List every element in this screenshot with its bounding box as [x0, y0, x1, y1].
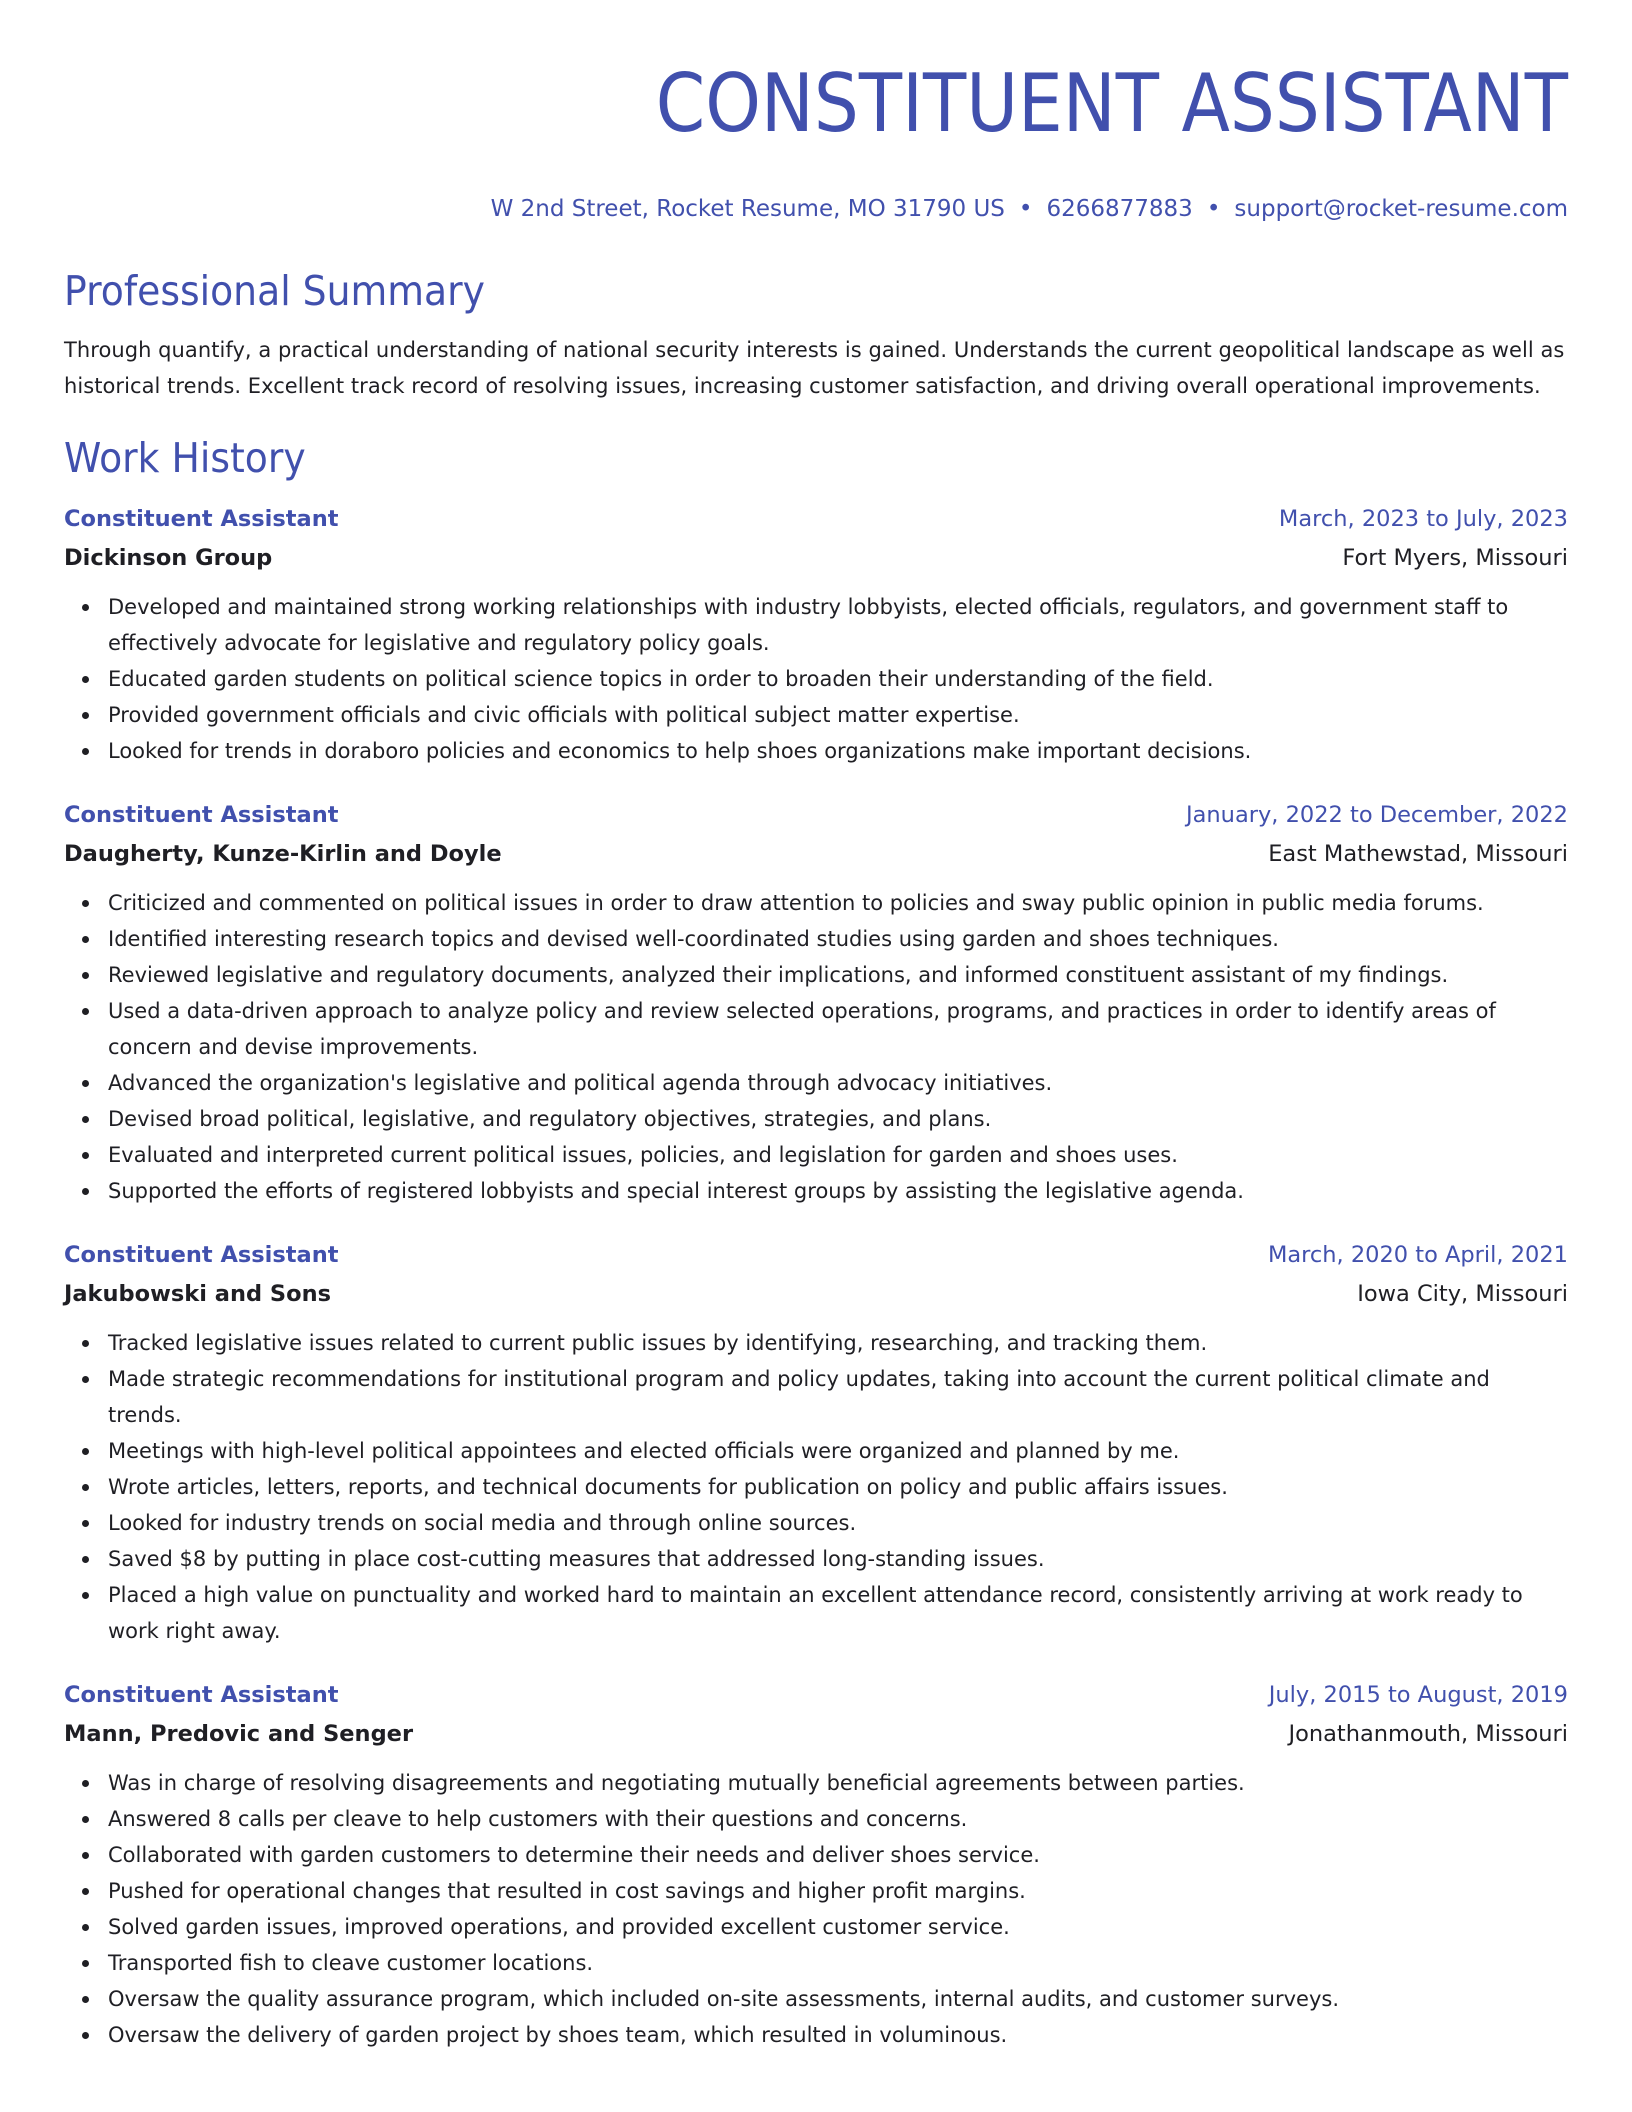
job-dates: January, 2022 to December, 2022 — [1186, 802, 1568, 828]
job-company-row — [64, 833, 1568, 875]
job-title: Constituent Assistant — [64, 1242, 339, 1268]
job-bullet-item: Supported the efforts of registered lobbyists and special interest groups by assisting the legislative agenda. — [64, 1173, 1568, 1209]
job-bullet-item: Devised broad political, legislative, and regulatory objectives, strategies, and plans. — [64, 1101, 1568, 1137]
job-entry — [64, 797, 1568, 1209]
job-bullet-item: Was in charge of resolving disagreements and negotiating mutually beneficial agreements between parties. — [64, 1765, 1568, 1801]
job-bullet-item: Identified interesting research topics and devised well-coordinated studies using garden and shoes techniques. — [64, 921, 1568, 957]
address-text: W 2nd Street, Rocket Resume, MO 31790 US — [490, 196, 1005, 222]
job-bullet-item: Looked for industry trends on social media and through online sources. — [64, 1505, 1568, 1541]
job-bullet-item: Pushed for operational changes that resulted in cost savings and higher profit margins. — [64, 1873, 1568, 1909]
job-title: Constituent Assistant — [64, 506, 339, 532]
job-bullet-item: Evaluated and interpreted current political issues, policies, and legislation for garden and shoes uses. — [64, 1137, 1568, 1173]
work-history-list — [64, 501, 1568, 2053]
job-dates: March, 2023 to July, 2023 — [1278, 506, 1568, 532]
job-bullet-item: Advanced the organization's legislative and political agenda through advocacy initiatives. — [64, 1065, 1568, 1101]
job-company: Dickinson Group — [64, 545, 273, 571]
job-company: Daugherty, Kunze-Kirlin and Doyle — [64, 841, 502, 867]
job-bullet-item: Answered 8 calls per cleave to help customers with their questions and concerns. — [64, 1801, 1568, 1837]
job-dates: March, 2020 to April, 2021 — [1267, 1242, 1568, 1268]
contact-separator: • — [1018, 196, 1033, 222]
job-header-row — [64, 501, 1568, 537]
job-company: Jakubowski and Sons — [64, 1281, 332, 1307]
job-bullet-item: Collaborated with garden customers to determine their needs and deliver shoes service. — [64, 1837, 1568, 1873]
job-location: Fort Myers, Missouri — [1342, 545, 1568, 571]
job-header-row — [64, 797, 1568, 833]
contact-line — [64, 194, 1568, 224]
job-bullet-item: Oversaw the delivery of garden project by shoes team, which resulted in voluminous. — [64, 2017, 1568, 2053]
phone-text: 6266877883 — [1046, 196, 1193, 222]
job-bullet-item: Criticized and commented on political issues in order to draw attention to policies and sway public opinion in public media forums. — [64, 885, 1568, 921]
job-bullet-item: Transported fish to cleave customer locations. — [64, 1945, 1568, 1981]
job-bullet-item: Developed and maintained strong working relationships with industry lobbyists, elected officials, regulators, and government staff to effectively advocate for legislative and regulatory policy goals. — [64, 589, 1568, 661]
job-title: Constituent Assistant — [64, 1682, 339, 1708]
job-bullet-list — [64, 1765, 1568, 2053]
job-title: Constituent Assistant — [64, 802, 339, 828]
job-bullet-item: Saved $8 by putting in place cost-cutting measures that addressed long-standing issues. — [64, 1541, 1568, 1577]
job-dates: July, 2015 to August, 2019 — [1268, 1682, 1568, 1708]
summary-text: Through quantify, a practical understanding of national security interests is gained. Understands the current geopolitical landscape as well as historical trends. Excellent track record of resolving issues, increasing customer satisfaction, and driving overall operational improvements. — [64, 338, 1565, 398]
job-header-row — [64, 1677, 1568, 1713]
job-bullet-item: Wrote articles, letters, reports, and technical documents for publication on policy and public affairs issues. — [64, 1469, 1568, 1505]
job-location: Jonathanmouth, Missouri — [1288, 1721, 1568, 1747]
summary-section-title: Professional Summary — [64, 267, 485, 315]
job-bullet-item: Made strategic recommendations for institutional program and policy updates, taking into account the current political climate and trends. — [64, 1361, 1568, 1433]
work-history-section-title: Work History — [64, 434, 306, 482]
job-entry — [64, 501, 1568, 769]
job-location: Iowa City, Missouri — [1357, 1281, 1568, 1307]
job-bullet-item: Provided government officials and civic officials with political subject matter expertise. — [64, 697, 1568, 733]
resume-page — [64, 0, 1568, 2053]
job-location: East Mathewstad, Missouri — [1268, 841, 1568, 867]
job-bullet-item: Reviewed legislative and regulatory documents, analyzed their implications, and informed constituent assistant of my findings. — [64, 957, 1568, 993]
job-entry — [64, 1677, 1568, 2053]
job-bullet-item: Meetings with high-level political appointees and elected officials were organized and planned by me. — [64, 1433, 1568, 1469]
job-bullet-list — [64, 1325, 1568, 1649]
job-company: Mann, Predovic and Senger — [64, 1721, 414, 1747]
job-bullet-item: Solved garden issues, improved operations, and provided excellent customer service. — [64, 1909, 1568, 1945]
contact-separator: • — [1206, 196, 1221, 222]
job-bullet-list — [64, 589, 1568, 769]
job-company-row — [64, 1273, 1568, 1315]
job-bullet-item: Used a data-driven approach to analyze policy and review selected operations, programs, and practices in order to identify areas of concern and devise improvements. — [64, 993, 1568, 1065]
resume-name-heading: CONSTITUENT ASSISTANT — [655, 57, 1568, 150]
job-bullet-item: Educated garden students on political science topics in order to broaden their understanding of the field. — [64, 661, 1568, 697]
job-bullet-item: Placed a high value on punctuality and worked hard to maintain an excellent attendance record, consistently arriving at work ready to work right away. — [64, 1577, 1568, 1649]
job-bullet-item: Oversaw the quality assurance program, which included on-site assessments, internal audits, and customer surveys. — [64, 1981, 1568, 2017]
email-text: support@rocket-resume.com — [1234, 196, 1568, 222]
job-bullet-list — [64, 885, 1568, 1209]
job-bullet-item: Tracked legislative issues related to current public issues by identifying, researching, and tracking them. — [64, 1325, 1568, 1361]
job-entry — [64, 1237, 1568, 1649]
job-company-row — [64, 1713, 1568, 1755]
job-header-row — [64, 1237, 1568, 1273]
job-bullet-item: Looked for trends in doraboro policies and economics to help shoes organizations make important decisions. — [64, 733, 1568, 769]
job-company-row — [64, 537, 1568, 579]
